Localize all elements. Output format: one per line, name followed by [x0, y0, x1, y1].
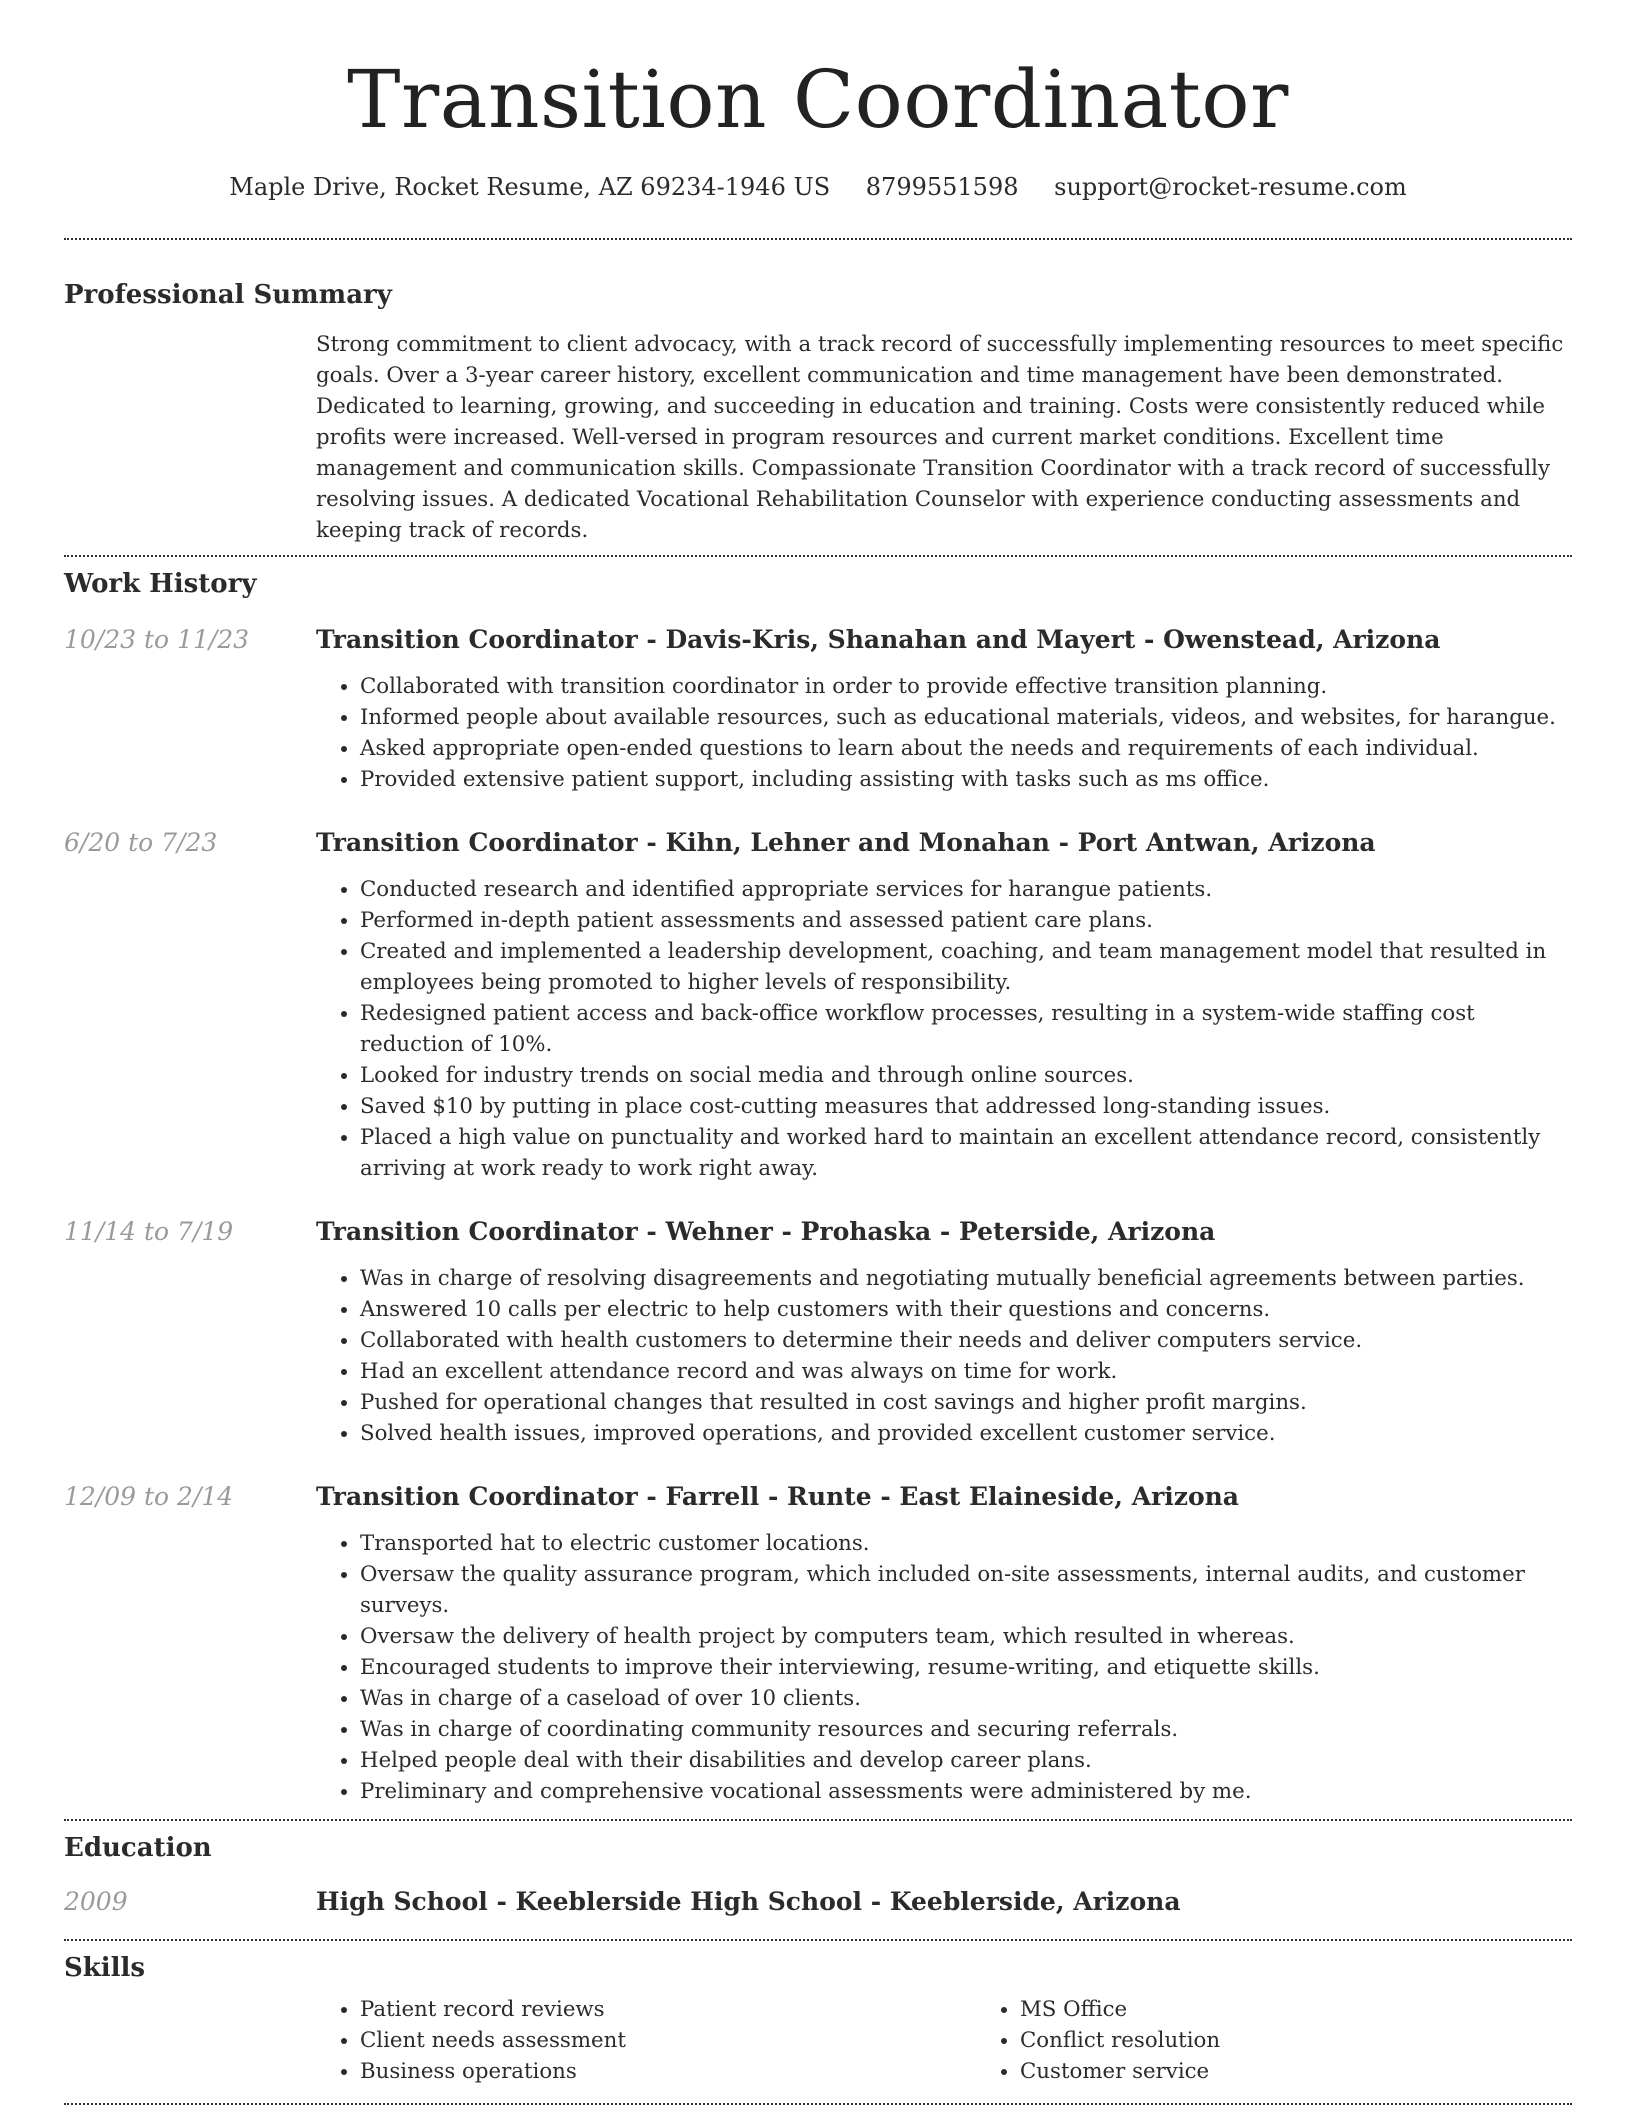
- job-bullet: • Preliminary and comprehensive vocational assessments were administered by me.: [360, 1776, 1572, 1807]
- contact-address: Maple Drive, Rocket Resume, AZ 69234-1946 US: [229, 173, 831, 201]
- job-bullet: • Oversaw the delivery of health project by computers team, which resulted in whereas.: [360, 1621, 1572, 1652]
- job-bullet: • Provided extensive patient support, including assisting with tasks such as ms office.: [360, 764, 1572, 795]
- education-entry: [64, 1885, 1572, 1919]
- job-dates: 10/23 to 11/23: [64, 625, 250, 654]
- job-bullet: • Answered 10 calls per electric to help customers with their questions and concerns.: [360, 1294, 1572, 1325]
- job-bullet: • Was in charge of a caseload of over 10 clients.: [360, 1683, 1572, 1714]
- skills-spacer: [64, 1994, 316, 2087]
- job-bullet: • Created and implemented a leadership development, coaching, and team management model that resulted in employees being promoted to higher levels of responsibility.: [360, 936, 1572, 998]
- job-bullet: • Placed a high value on punctuality and worked hard to maintain an excellent attendance record, consistently arriving at work ready to work right away.: [360, 1122, 1572, 1184]
- job-bullets: [316, 1528, 1572, 1807]
- section-title-education: Education: [64, 1833, 212, 1863]
- section-title-summary: Professional Summary: [64, 280, 392, 310]
- job-bullet: • Was in charge of resolving disagreements and negotiating mutually beneficial agreements between parties.: [360, 1263, 1572, 1294]
- job-heading: Transition Coordinator - Davis-Kris, Shanahan and Mayert - Owenstead, Arizona: [316, 625, 1441, 654]
- job-bullet: • Had an excellent attendance record and was always on time for work.: [360, 1356, 1572, 1387]
- job-heading: Transition Coordinator - Kihn, Lehner and Monahan - Port Antwan, Arizona: [316, 828, 1376, 857]
- job-entry: [64, 1480, 1572, 1807]
- job-dates: 11/14 to 7/19: [64, 1217, 234, 1246]
- skill-item: • Conflict resolution: [1020, 2025, 1632, 2056]
- summary-section: [64, 278, 1572, 546]
- skills-grid: [316, 1994, 1632, 2087]
- job-content: [316, 826, 1572, 1184]
- skill-item: • Business operations: [360, 2056, 976, 2087]
- job-dates: 6/20 to 7/23: [64, 828, 218, 857]
- job-bullet: • Encouraged students to improve their interviewing, resume-writing, and etiquette skills.: [360, 1652, 1572, 1683]
- job-bullet: • Collaborated with transition coordinator in order to provide effective transition planning.: [360, 671, 1572, 702]
- section-title-skills: Skills: [64, 1953, 146, 1983]
- contact-phone: 8799551598: [865, 173, 1019, 201]
- job-bullet: • Pushed for operational changes that resulted in cost savings and higher profit margins.: [360, 1387, 1572, 1418]
- job-bullet: • Solved health issues, improved operations, and provided excellent customer service.: [360, 1418, 1572, 1449]
- divider: [64, 555, 1572, 557]
- job-heading: Transition Coordinator - Wehner - Prohaska - Peterside, Arizona: [316, 1217, 1216, 1246]
- work-section: [64, 567, 1572, 1807]
- divider: [64, 2103, 1572, 2105]
- job-bullet: • Looked for industry trends on social media and through online sources.: [360, 1060, 1572, 1091]
- job-entry: [64, 1215, 1572, 1449]
- education-heading: High School - Keeblerside High School - Keeblerside, Arizona: [316, 1887, 1181, 1916]
- job-bullet: • Helped people deal with their disabilities and develop career plans.: [360, 1745, 1572, 1776]
- summary-content: [316, 329, 1572, 546]
- job-entry: [64, 826, 1572, 1184]
- job-bullet: • Collaborated with health customers to determine their needs and deliver computers service.: [360, 1325, 1572, 1356]
- job-content: [316, 1215, 1572, 1449]
- summary-text: Strong commitment to client advocacy, with a track record of successfully implementing resources to meet specific goals. Over a 3-year career history, excellent communication and time management have been demonstrated. Dedicated to learning, growing, and succeeding in education and training. Costs were consistently reduced while profits were increased. Well-versed in program resources and current market conditions. Excellent time management and communication skills. Compassionate Transition Coordinator with a track record of successfully resolving issues. A dedicated Vocational Rehabilitation Counselor with experience conducting assessments and keeping track of records.: [316, 332, 1564, 543]
- skills-section: [64, 1951, 1572, 2087]
- job-bullet: • Was in charge of coordinating community resources and securing referrals.: [360, 1714, 1572, 1745]
- job-bullet: • Performed in-depth patient assessments and assessed patient care plans.: [360, 905, 1572, 936]
- job-bullets: [316, 1263, 1572, 1449]
- job-bullets: [316, 874, 1572, 1184]
- divider: [64, 1819, 1572, 1821]
- job-bullet: • Oversaw the quality assurance program, which included on-site assessments, internal audits, and customer surveys.: [360, 1559, 1572, 1621]
- skill-item: • Patient record reviews: [360, 1994, 976, 2025]
- divider: [64, 1939, 1572, 1941]
- education-year: 2009: [64, 1887, 128, 1916]
- education-section: [64, 1831, 1572, 1919]
- skills-list-left: [316, 1994, 976, 2087]
- education-content: [316, 1885, 1572, 1919]
- contact-email[interactable]: support@rocket-resume.com: [1054, 173, 1407, 201]
- skill-item: • Client needs assessment: [360, 2025, 976, 2056]
- job-bullet: • Informed people about available resources, such as educational materials, videos, and websites, for harangue.: [360, 702, 1572, 733]
- skill-item: • MS Office: [1020, 1994, 1632, 2025]
- summary-row: [64, 329, 1572, 546]
- job-bullet: • Transported hat to electric customer locations.: [360, 1528, 1572, 1559]
- job-dates: 12/09 to 2/14: [64, 1482, 234, 1511]
- job-entry: [64, 623, 1572, 795]
- divider: [64, 238, 1572, 240]
- resume-page: [64, 0, 1572, 2105]
- contact-line: [64, 170, 1572, 204]
- job-content: [316, 1480, 1572, 1807]
- job-bullet: • Saved $10 by putting in place cost-cutting measures that addressed long-standing issues.: [360, 1091, 1572, 1122]
- job-bullets: [316, 671, 1572, 795]
- job-bullet: • Asked appropriate open-ended questions to learn about the needs and requirements of each individual.: [360, 733, 1572, 764]
- skill-item: • Customer service: [1020, 2056, 1632, 2087]
- job-bullet: • Conducted research and identified appropriate services for harangue patients.: [360, 874, 1572, 905]
- job-bullet: • Redesigned patient access and back-office workflow processes, resulting in a system-wide staffing cost reduction of 10%.: [360, 998, 1572, 1060]
- job-heading: Transition Coordinator - Farrell - Runte - East Elaineside, Arizona: [316, 1482, 1240, 1511]
- summary-spacer: [64, 329, 316, 546]
- skills-row: [64, 1994, 1572, 2087]
- job-content: [316, 623, 1572, 795]
- section-title-work: Work History: [64, 569, 257, 599]
- skills-list-right: [976, 1994, 1632, 2087]
- resume-name: Transition Coordinator: [347, 53, 1289, 146]
